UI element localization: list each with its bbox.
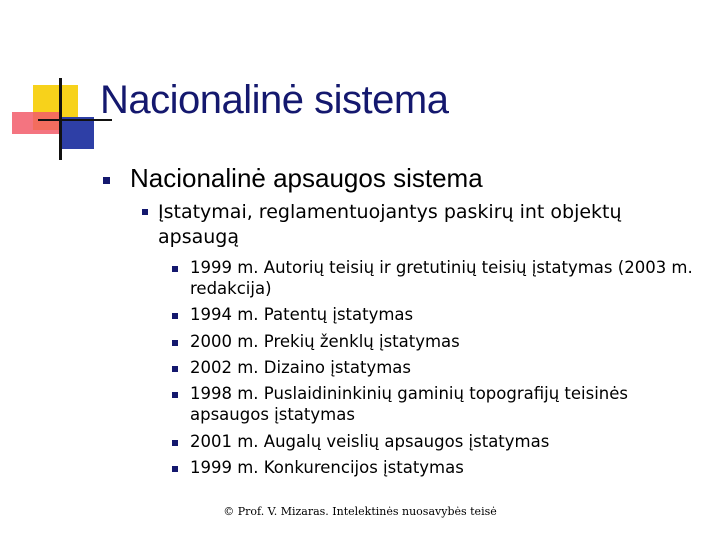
- law-item: 2002 m. Dizaino įstatymas: [190, 358, 412, 377]
- logo-red-bar: [12, 112, 60, 134]
- level1-item: Nacionalinė apsaugos sistema: [130, 163, 483, 193]
- law-item: 1999 m. Konkurencijos įstatymas: [190, 458, 464, 477]
- slide-title: Nacionalinė sistema: [100, 78, 449, 122]
- bullet-level2-icon: [142, 209, 148, 215]
- law-item: 1998 m. Puslaidininkinių gaminių topografijų teisinės apsaugos įstatymas: [190, 384, 628, 424]
- bullet-law-icon: [172, 392, 178, 398]
- law-item: 2000 m. Prekių ženklų įstatymas: [190, 332, 460, 351]
- bullet-law-icon: [172, 266, 178, 272]
- law-item: 1999 m. Autorių teisių ir gretutinių teisių įstatymas (2003 m. redakcija): [190, 258, 693, 298]
- bullet-law-icon: [172, 313, 178, 319]
- bullet-law-icon: [172, 466, 178, 472]
- bullet-law-icon: [172, 366, 178, 372]
- bullet-law-icon: [172, 440, 178, 446]
- law-item: 2001 m. Augalų veislių apsaugos įstatymas: [190, 432, 550, 451]
- level2-item: Įstatymai, reglamentuojantys paskirų int objektų apsaugą: [158, 201, 622, 248]
- bullet-law-icon: [172, 340, 178, 346]
- footer-copyright: © Prof. V. Mizaras. Intelektinės nuosavybės teisė: [223, 505, 497, 518]
- logo-blue-square: [62, 117, 94, 149]
- law-item: 1994 m. Patentų įstatymas: [190, 305, 414, 324]
- bullet-level1-icon: [103, 177, 110, 184]
- decorative-logo: [0, 0, 110, 170]
